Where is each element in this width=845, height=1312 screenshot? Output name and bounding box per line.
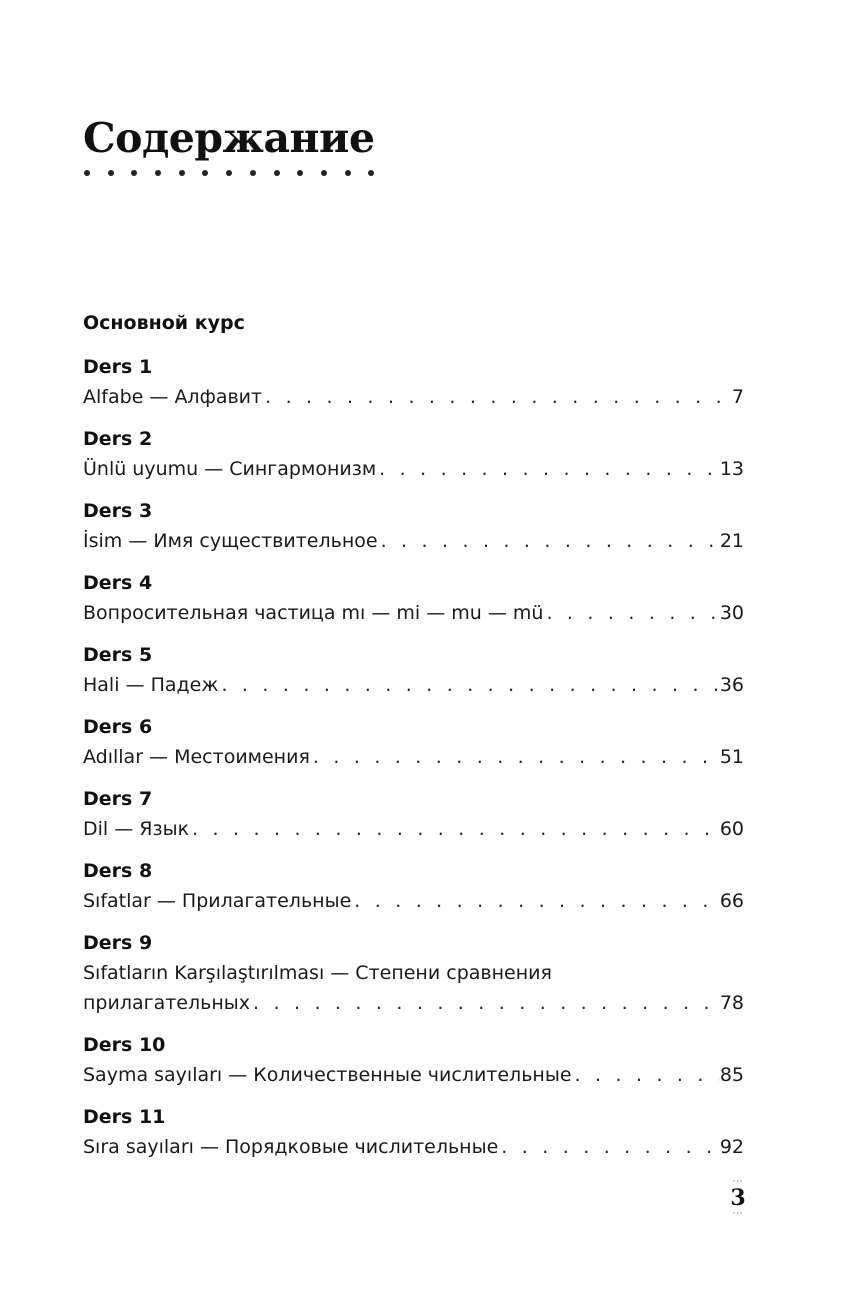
lesson-label: Ders 6 xyxy=(83,716,153,738)
dot-leader xyxy=(351,886,720,916)
page-ref: 51 xyxy=(719,746,744,768)
dot-leader xyxy=(189,814,720,844)
toc-entry[interactable] xyxy=(83,1102,744,1162)
lesson-label: Ders 7 xyxy=(83,788,153,810)
lesson-title: Sıfatlar — Прилагательные xyxy=(83,890,352,912)
toc-entry[interactable] xyxy=(83,1030,744,1090)
toc-entry[interactable] xyxy=(83,424,744,484)
page-ref: 92 xyxy=(719,1136,744,1158)
lesson-label: Ders 9 xyxy=(83,932,153,954)
dot-leader xyxy=(498,1132,720,1162)
lesson-label: Ders 3 xyxy=(83,500,153,522)
table-of-contents xyxy=(83,312,744,1174)
dot-leader xyxy=(310,742,720,772)
page-number-value: 3 xyxy=(730,1185,746,1211)
dot-leader xyxy=(250,988,720,1018)
section-heading: Основной курс xyxy=(83,312,245,334)
lesson-label: Ders 8 xyxy=(83,860,153,882)
page-ref: 78 xyxy=(719,992,744,1014)
dot-leader xyxy=(543,598,719,628)
dot-leader xyxy=(378,526,720,556)
page-ref: 30 xyxy=(719,602,744,624)
lesson-title: Вопросительная частица mı — mi — mu — mü xyxy=(83,602,544,624)
lesson-title: Alfabe — Алфавит xyxy=(83,386,263,408)
lesson-label: Ders 10 xyxy=(83,1034,166,1056)
page-title: Содержание xyxy=(83,114,375,162)
toc-entry[interactable] xyxy=(83,928,744,1018)
dot-leader xyxy=(376,454,720,484)
dot-leader xyxy=(572,1060,720,1090)
lesson-title: Adıllar — Местоимения xyxy=(83,746,310,768)
toc-entry[interactable] xyxy=(83,352,744,412)
toc-entry[interactable] xyxy=(83,784,744,844)
lesson-title: Sıra sayıları — Порядковые числительные xyxy=(83,1136,499,1158)
lesson-label: Ders 4 xyxy=(83,572,153,594)
toc-entry[interactable] xyxy=(83,640,744,700)
page-ref: 21 xyxy=(719,530,744,552)
lesson-title: Dil — Язык xyxy=(83,818,190,840)
lesson-title: İsim — Имя существительное xyxy=(83,530,378,552)
toc-entry[interactable] xyxy=(83,856,744,916)
lesson-title: Hali — Падеж xyxy=(83,674,219,696)
lesson-label: Ders 11 xyxy=(83,1106,166,1128)
lesson-label: Ders 5 xyxy=(83,644,153,666)
toc-entry[interactable] xyxy=(83,712,744,772)
lesson-title: Ünlü uyumu — Сингармонизм xyxy=(83,458,377,480)
page-ref: 13 xyxy=(719,458,744,480)
dot-leader xyxy=(218,670,719,700)
toc-entry[interactable] xyxy=(83,568,744,628)
page-number xyxy=(722,1178,754,1218)
page-ref: 60 xyxy=(719,818,744,840)
lesson-label: Ders 1 xyxy=(83,356,153,378)
lesson-label: Ders 2 xyxy=(83,428,153,450)
toc-entry[interactable] xyxy=(83,496,744,556)
lesson-title-continued: прилагательных xyxy=(83,992,251,1014)
lesson-title: Sıfatların Karşılaştırılması — Степени сравнения xyxy=(83,962,552,984)
page-ref: 7 xyxy=(731,386,744,408)
page-ref: 66 xyxy=(719,890,744,912)
lesson-title: Sayma sayıları — Количественные числительные xyxy=(83,1064,572,1086)
page-ref: 85 xyxy=(719,1064,744,1086)
title-dot-divider xyxy=(84,170,374,176)
dot-leader xyxy=(262,382,732,412)
folio-dots-bottom: ··· xyxy=(732,1209,744,1218)
page-ref: 36 xyxy=(719,674,744,696)
folio-dots-top: ··· xyxy=(732,1177,744,1186)
